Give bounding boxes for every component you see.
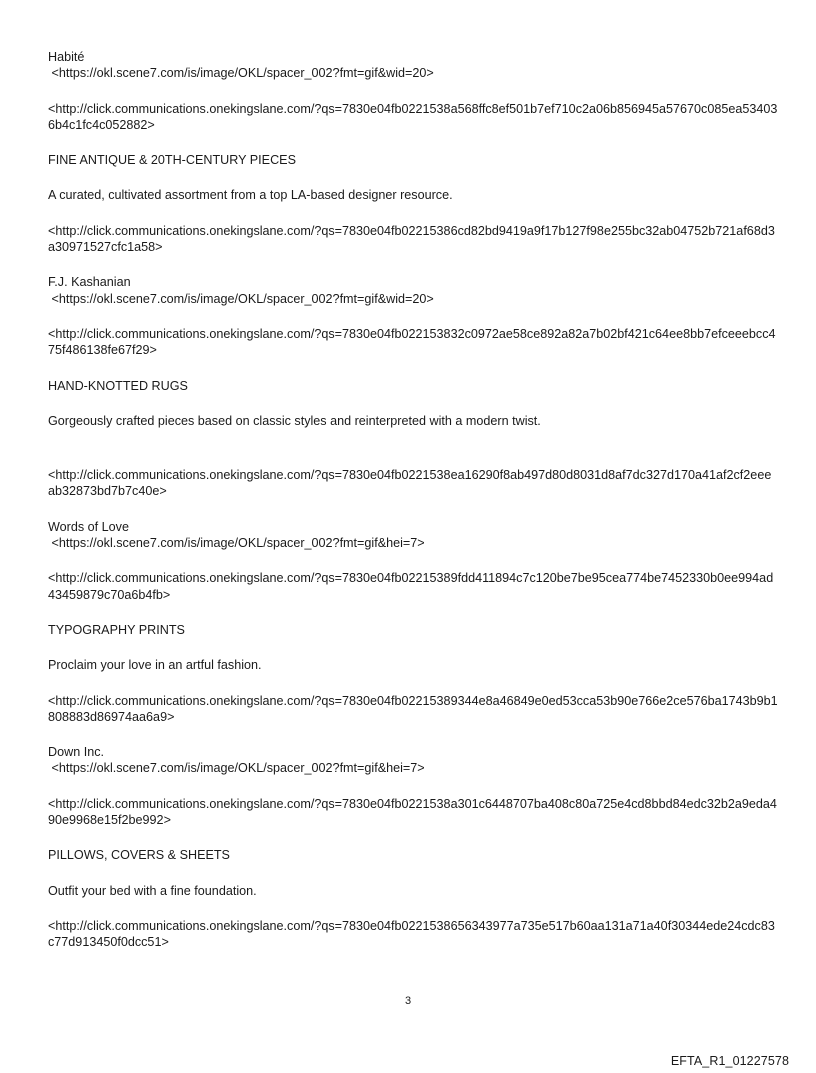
tracking-link[interactable]: <http://click.communications.onekingslane.com/?qs=7830e04fb02215386cd82bd9419a9f17b127f98e255bc32ab04752b721af68d3a30971527cfc1a58> xyxy=(48,223,775,255)
spacer-image-url: <https://okl.scene7.com/is/image/OKL/spacer_002?fmt=gif&wid=20> xyxy=(48,66,434,81)
tracking-link[interactable]: <http://click.communications.onekingslane.com/?qs=7830e04fb0221538656343977a735e517b60aa131a71a40f30344ede24cdc83c77d913450f0dcc51> xyxy=(48,918,775,950)
tracking-link[interactable]: <http://click.communications.onekingslane.com/?qs=7830e04fb02215389344e8a46849e0ed53cca53b90e766e2ce576ba1743b9b1808883d86974aa6a9> xyxy=(48,693,778,724)
vendor-name: Habité xyxy=(48,50,85,64)
email-text-body xyxy=(48,49,778,951)
document-id-stamp: EFTA_R1_01227578 xyxy=(670,1054,789,1068)
vendor-name: Words of Love xyxy=(48,519,129,534)
section-description: A curated, cultivated assortment from a top LA-based designer resource. xyxy=(48,188,453,203)
vendor-name: Down Inc. xyxy=(48,745,104,760)
section-heading: FINE ANTIQUE & 20TH-CENTURY PIECES xyxy=(48,153,296,168)
tracking-link[interactable]: <http://click.communications.onekingslane.com/?qs=7830e04fb022153832c0972ae58ce892a82a7b02bf421c64ee8bb7efceeebcc475f486138fe67f29> xyxy=(48,326,776,358)
vendor-name: F.J. Kashanian xyxy=(48,275,131,290)
section-description: Proclaim your love in an artful fashion. xyxy=(48,658,262,673)
section-heading: TYPOGRAPHY PRINTS xyxy=(48,622,185,637)
section-description: Outfit your bed with a fine foundation. xyxy=(48,883,257,898)
spacer-image-url: <https://okl.scene7.com/is/image/OKL/spacer_002?fmt=gif&hei=7> xyxy=(48,536,425,551)
spacer-image-url: <https://okl.scene7.com/is/image/OKL/spacer_002?fmt=gif&hei=7> xyxy=(48,761,425,776)
spacer-image-url: <https://okl.scene7.com/is/image/OKL/spacer_002?fmt=gif&wid=20> xyxy=(48,291,434,306)
section-heading: PILLOWS, COVERS & SHEETS xyxy=(48,848,230,863)
section-heading: HAND-KNOTTED RUGS xyxy=(48,378,188,393)
tracking-link[interactable]: <http://click.communications.onekingslane.com/?qs=7830e04fb0221538a568ffc8ef501b7ef710c2a06b856945a57670c085ea534036b4c1fc4c052882> xyxy=(48,101,778,132)
tracking-link[interactable]: <http://click.communications.onekingslane.com/?qs=7830e04fb0221538ea16290f8ab497d80d8031d8af7dc327d170a41af2cf2eeeab32873bd7b7c40e> xyxy=(48,468,772,499)
tracking-link[interactable]: <http://click.communications.onekingslane.com/?qs=7830e04fb02215389fdd411894c7c120be7be95cea774be7452330b0ee994ad43459879c70a6b4fb> xyxy=(48,571,774,602)
page-number: 3 xyxy=(404,995,412,1007)
section-description: Gorgeously crafted pieces based on classic styles and reinterpreted with a modern twist. xyxy=(48,413,541,428)
tracking-link[interactable]: <http://click.communications.onekingslane.com/?qs=7830e04fb0221538a301c6448707ba408c80a725e4cd8bbd84edc32b2a9eda490e9968e15f2be992> xyxy=(48,796,777,828)
